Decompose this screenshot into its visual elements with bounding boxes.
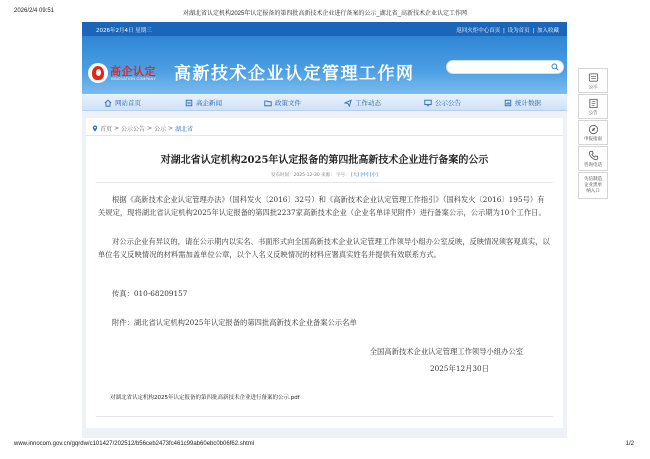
logo-text[interactable]: 高企认定: [110, 65, 156, 78]
nav-label: 工作动态: [355, 99, 381, 107]
announcement-icon: [588, 98, 599, 109]
attachment-file-link[interactable]: 对湖北省认定机构2025年认定报备的第四批高新技术企业进行备案的公示.pdf: [110, 395, 300, 401]
nav-label: 网站首页: [115, 99, 141, 107]
header-banner: [82, 36, 567, 94]
logo-subtext: INNOVATION COMPANY: [111, 77, 157, 81]
article-title: 对湖北省认定机构2025年认定报备的第四批高新技术企业进行备案的公示: [160, 155, 489, 166]
float-item-phone[interactable]: [578, 146, 608, 171]
divider: [96, 416, 553, 417]
side-float-toolbar: [578, 68, 608, 200]
top-link-separator: |: [503, 28, 505, 34]
float-item-notice[interactable]: [578, 68, 608, 93]
float-item-guide[interactable]: [578, 120, 608, 145]
font-size-label: 字号：: [336, 173, 350, 178]
nav-label: 政策文件: [275, 99, 301, 107]
notice-icon: [588, 72, 599, 83]
attachment-note: 附件：湖北省认定机构2025年认定报备的第四批高新技术企业备案公示名单: [112, 318, 357, 327]
nav-item-news[interactable]: [185, 94, 222, 111]
signature-org: 全国高新技术企业认定管理工作领导小组办公室: [369, 347, 523, 356]
news-icon: [185, 99, 193, 107]
nav-item-home[interactable]: [104, 94, 141, 111]
site-title: 高新技术企业认定管理工作网: [174, 64, 415, 84]
fax-line: 传真：010-68209157: [112, 289, 188, 298]
divider: [96, 182, 553, 183]
breadcrumb-home[interactable]: 首页: [100, 126, 113, 133]
location-pin-icon: [92, 125, 98, 132]
font-size-medium-button[interactable]: [中]: [360, 173, 369, 178]
nav-label: 统计数据: [515, 99, 541, 107]
breadcrumb: [92, 124, 193, 133]
breadcrumb-notice-announcement[interactable]: 公示公告: [121, 126, 146, 133]
send-icon: [344, 99, 352, 107]
float-label: 公示: [588, 85, 598, 90]
nav-item-policy[interactable]: [264, 94, 301, 111]
float-label: 公告: [588, 111, 598, 116]
nav-item-work[interactable]: [344, 94, 381, 111]
float-label-line: 失信制造: [584, 177, 602, 182]
float-item-announcement[interactable]: [578, 94, 608, 119]
phone-icon: [588, 150, 599, 161]
breadcrumb-separator: >: [114, 125, 120, 132]
compass-icon: [588, 124, 599, 135]
float-label: 申报指南: [584, 137, 602, 142]
font-size-large-button[interactable]: [大]: [351, 173, 360, 178]
float-label-line: 纳入口: [586, 189, 600, 194]
print-header: [0, 8, 650, 20]
signature-date: 2025年12月30日: [429, 364, 489, 373]
nav-label: 高企新闻: [196, 99, 222, 107]
folder-icon: [264, 99, 272, 107]
top-link-separator: |: [532, 28, 535, 34]
article-paragraph: 根据《高新技术企业认定管理办法》（国科发火〔2016〕32号）和《高新技术企业认定管理工作指引》（国科发火〔2016〕195号）有关规定，现将湖北省认定机构2025年认定报备的第四批2237家高新技术企业（企业名单详见附件）进行备案公示，公示期为10个工作日。: [98, 195, 546, 217]
nav-item-notice[interactable]: [424, 94, 461, 111]
article-paragraph: 对公示企业有异议的，请在公示期内以实名、书面形式向全国高新技术企业认定管理工作领导小组办公室反映，反映情况须客观真实，以单位名义反映情况的材料需加盖单位公章，以个人名义反映情况的材料应署真实姓名并提供有效联系方式。: [98, 237, 550, 259]
monitor-icon: [424, 99, 432, 107]
print-url: www.innocom.gov.cn/gqrdw/c101427/202512/b56ceb2473fc461c99ab60ebc0b06f62.shtml: [14, 441, 255, 447]
main-nav: [82, 94, 567, 111]
float-item-blacklist[interactable]: [578, 172, 608, 199]
publish-info: 发布时间：2025-12-30 来源：: [271, 173, 335, 178]
print-footer: [0, 441, 650, 453]
top-links: [455, 26, 559, 34]
home-icon: [104, 99, 112, 107]
breadcrumb-separator: >: [147, 125, 153, 132]
float-label-line: 企业黑单: [584, 183, 602, 188]
logo-mark-icon[interactable]: [88, 63, 108, 83]
return-home-link[interactable]: 返回火炬中心首页: [456, 28, 501, 34]
print-page-count: 1/2: [625, 441, 634, 447]
print-datetime: 2026/2/4 09:51: [14, 8, 55, 14]
search-input[interactable]: [446, 60, 564, 74]
article-panel: [86, 118, 563, 428]
search-icon[interactable]: [551, 63, 559, 71]
float-label: 咨询电话: [584, 163, 602, 168]
article-meta: [86, 172, 563, 178]
breadcrumb-current[interactable]: 湖北省: [175, 126, 194, 133]
print-page-title: 对湖北省认定机构2025年认定报备的第四批高新技术企业进行备案的公示_湖北省_高新技术企业认定工作网: [182, 11, 468, 17]
top-date: 2026年2月4日 星期三: [96, 28, 152, 34]
breadcrumb-separator: >: [168, 125, 174, 132]
add-favorite-link[interactable]: 加入收藏: [536, 28, 559, 34]
top-bar: [82, 22, 567, 36]
nav-item-stats[interactable]: [504, 94, 541, 111]
float-label-blacklist: [579, 177, 607, 195]
nav-label: 公示公告: [435, 99, 461, 107]
font-size-small-button[interactable]: [小]: [369, 173, 378, 178]
set-homepage-link[interactable]: 设为首页: [507, 28, 530, 34]
breadcrumb-notice[interactable]: 公示: [154, 126, 167, 133]
divider: [86, 135, 563, 136]
chart-icon: [504, 99, 512, 107]
